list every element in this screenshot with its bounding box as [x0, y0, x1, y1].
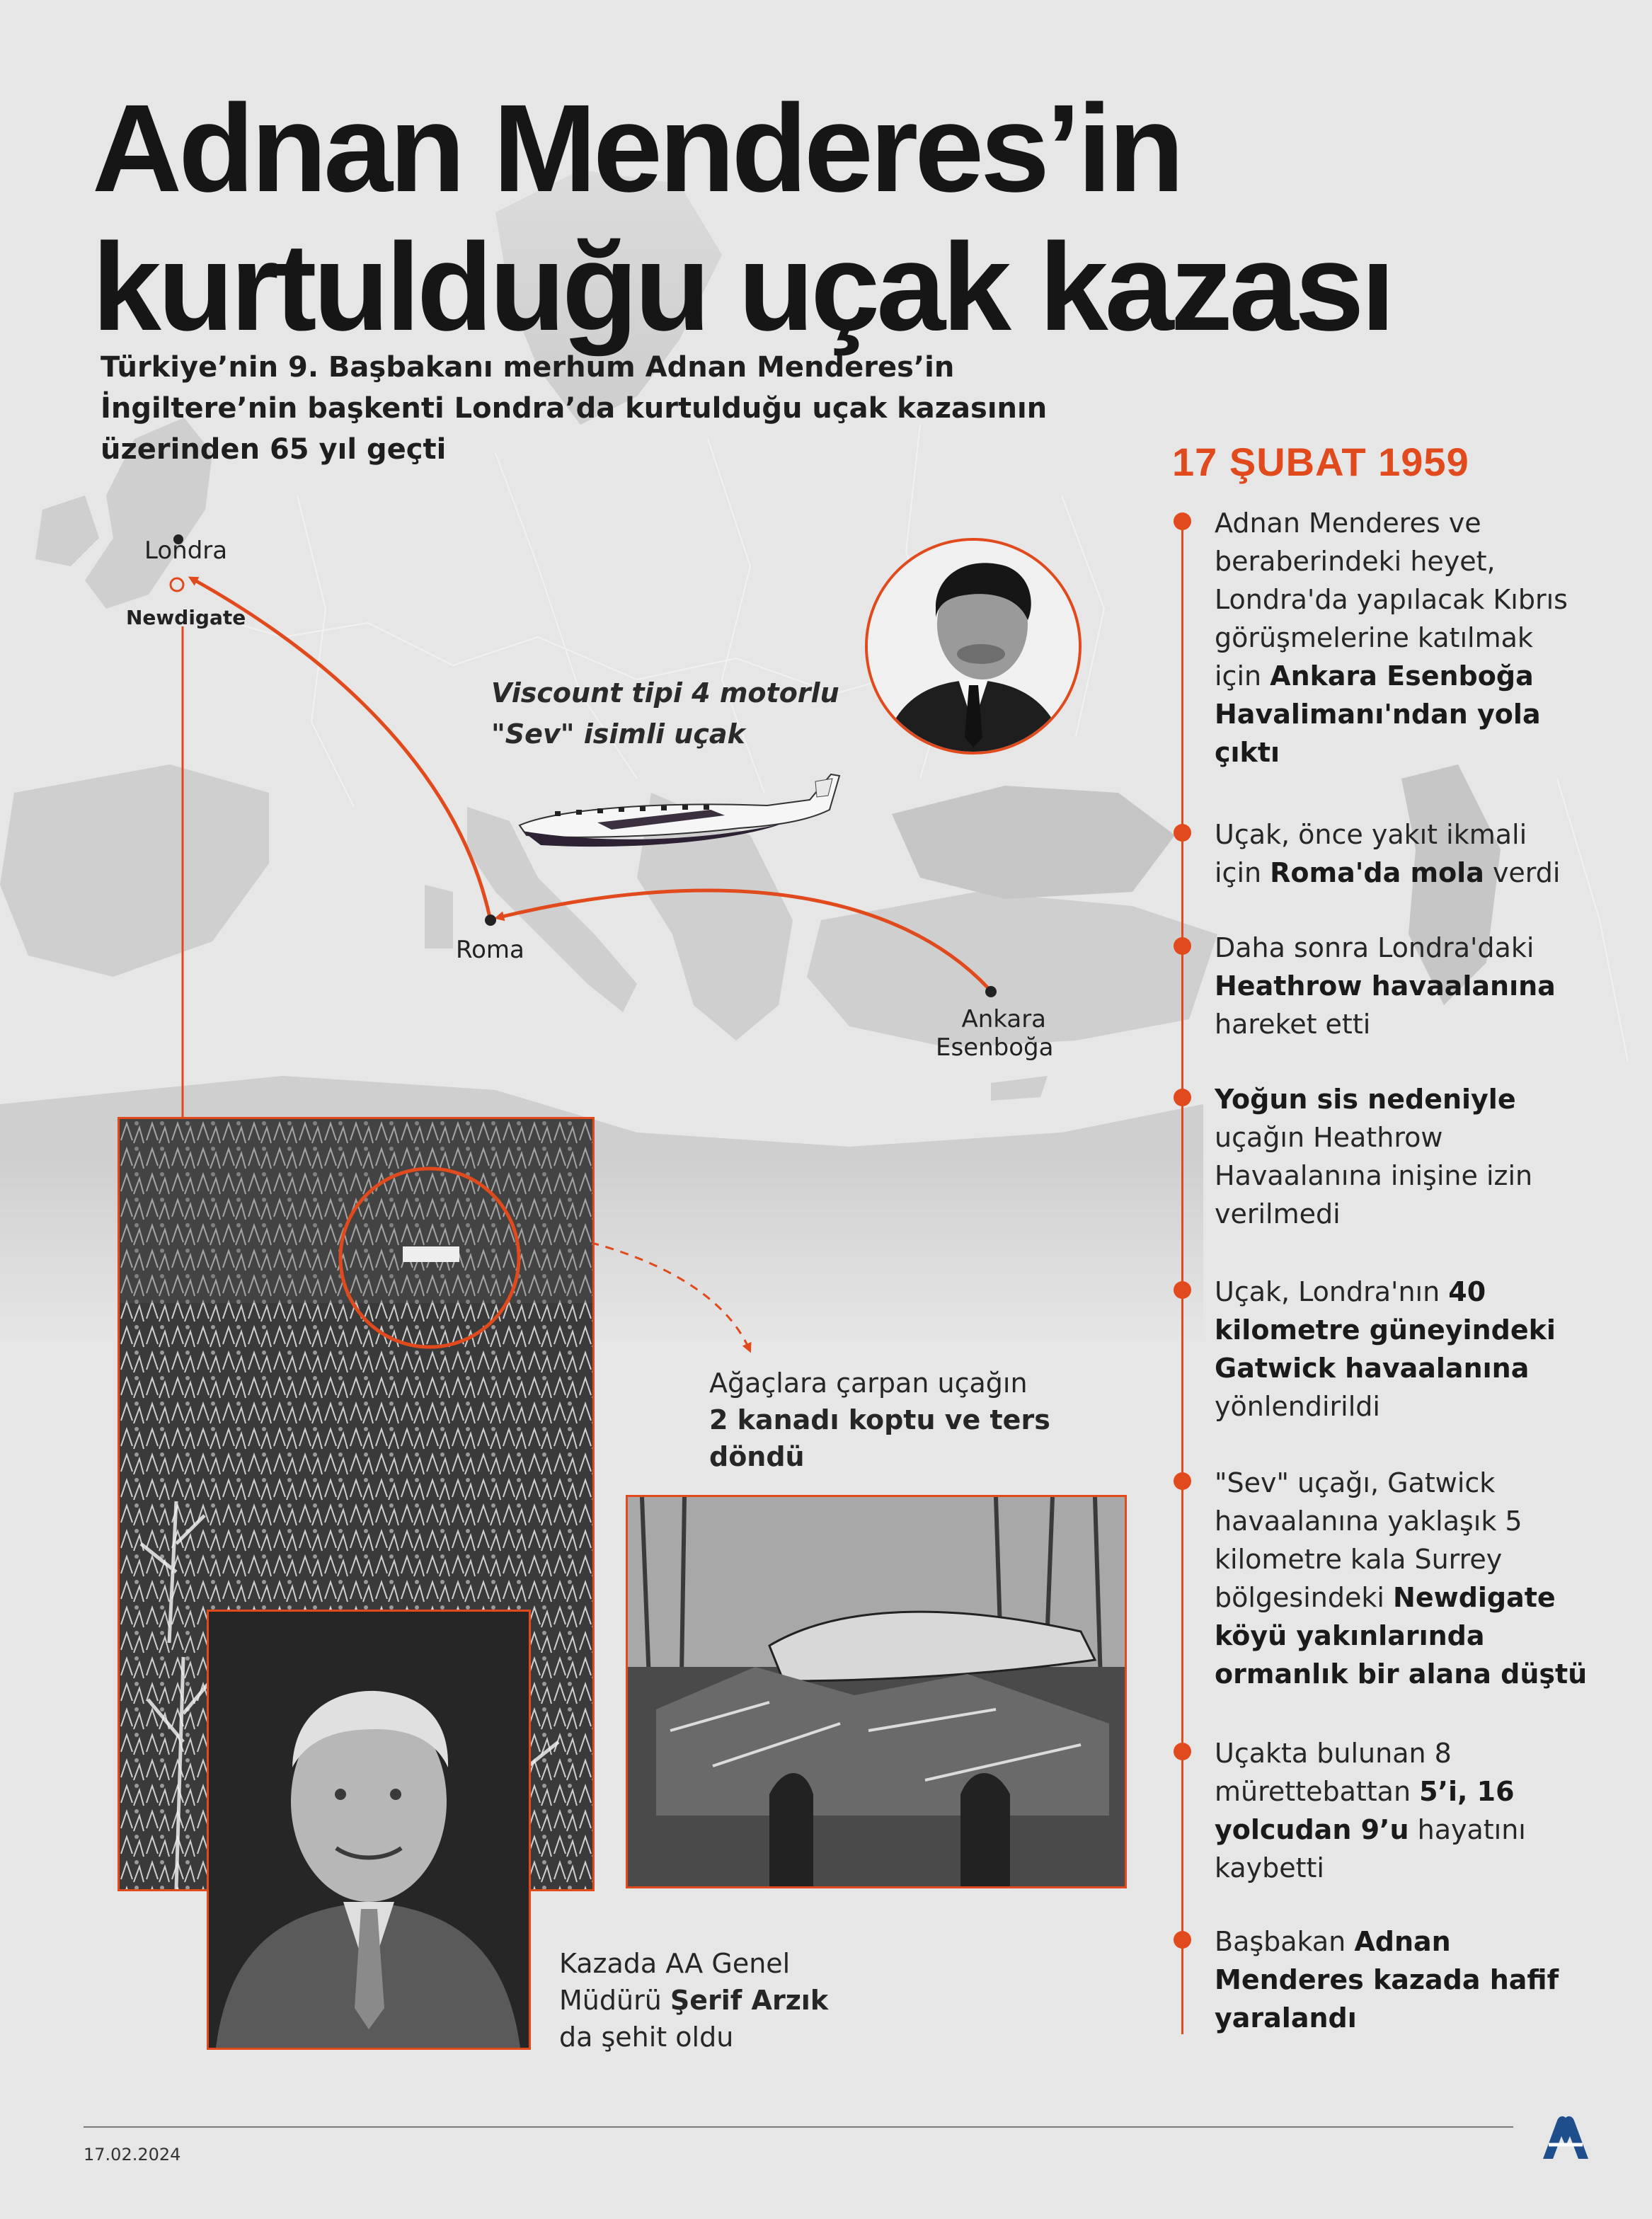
timeline-item-line: [1215, 542, 1611, 580]
timeline-item-line: [1215, 1005, 1611, 1043]
timeline-item-line: [1215, 1655, 1611, 1693]
arzik-caption-line-2-text: Müdürü: [559, 1985, 670, 2016]
timeline-item-text: kaybetti: [1215, 1852, 1324, 1883]
arzik-caption: [559, 1945, 828, 2055]
timeline-line: [1181, 521, 1183, 2034]
timeline-item-bold-text: kilometre güneyindeki: [1215, 1314, 1556, 1346]
timeline-item-line: [1215, 1922, 1611, 1961]
sherif-arzik-portrait-image: [209, 1612, 529, 2048]
timeline-item-text: hayatını: [1409, 1814, 1526, 1845]
timeline-item-bold-text: Havalimanı'ndan yola: [1215, 699, 1541, 730]
timeline-item-text: Adnan Menderes ve: [1215, 508, 1481, 539]
timeline-item-bold-text: Newdigate: [1393, 1582, 1556, 1613]
viscount-plane-image: [512, 760, 845, 852]
timeline-item-line: [1215, 1999, 1611, 2037]
sherif-arzik-portrait: [207, 1610, 531, 2050]
timeline-item-bold-text: Adnan: [1354, 1926, 1451, 1957]
timeline-item-line: [1215, 1349, 1611, 1387]
title-line-1: Adnan Menderes’in: [92, 79, 1181, 218]
timeline-item-text: Uçak, önce yakıt ikmali: [1215, 819, 1527, 850]
timeline-item-line: [1215, 657, 1611, 695]
timeline-item-line: [1215, 504, 1611, 542]
plane-caption: [491, 672, 839, 755]
city-label-roma: Roma: [456, 936, 524, 964]
timeline-item-text: görüşmelerine katılmak: [1215, 622, 1533, 653]
city-label-ankara-line-1: Ankara: [961, 1005, 1047, 1033]
timeline-dot: [1174, 1743, 1191, 1760]
menderes-portrait: [865, 538, 1082, 755]
timeline-item-line: [1215, 1849, 1611, 1887]
arzik-caption-name: Şerif Arzık: [670, 1985, 829, 2016]
crash-caption-line-2: 2 kanadı koptu ve ters: [709, 1404, 1050, 1435]
route-roma-london: [193, 579, 490, 917]
subtitle-line-3: üzerinden 65 yıl geçti: [101, 433, 447, 466]
timeline-item-text: verdi: [1484, 857, 1561, 888]
subtitle-line-2: İngiltere’nin başkenti Londra’da kurtulduğu uçak kazasının: [101, 392, 1048, 425]
timeline-item-line: [1215, 929, 1611, 967]
timeline-item-line: [1215, 1540, 1611, 1578]
timeline-item-line: [1215, 1118, 1611, 1157]
timeline-item-text: verilmedi: [1215, 1198, 1341, 1229]
timeline-dot: [1174, 937, 1191, 955]
timeline-item-line: [1215, 1387, 1611, 1426]
timeline-item: [1215, 1734, 1611, 1887]
timeline-item-text: beraberindeki heyet,: [1215, 546, 1496, 577]
timeline-item: [1215, 1922, 1611, 2037]
timeline-item-text: için: [1215, 660, 1270, 692]
city-label-london: Londra: [144, 537, 228, 565]
timeline-item-text: hareket etti: [1215, 1009, 1371, 1040]
timeline-item-text: yönlendirildi: [1215, 1391, 1380, 1422]
timeline-item-line: [1215, 1578, 1611, 1617]
timeline-item-text: kilometre kala Surrey: [1215, 1544, 1503, 1575]
newdigate-marker: [171, 578, 183, 591]
timeline-item: [1215, 929, 1611, 1043]
timeline-dot: [1174, 1089, 1191, 1106]
timeline-item: [1215, 1080, 1611, 1233]
timeline-item-bold-text: yolcudan 9’u: [1215, 1814, 1409, 1845]
timeline-item: [1215, 504, 1611, 772]
timeline-item-bold-text: Roma'da mola: [1270, 857, 1484, 888]
arzik-caption-line-1: Kazada AA Genel: [559, 1948, 791, 1979]
footer-divider: [84, 2126, 1513, 2128]
route-ankara-roma: [499, 890, 990, 990]
ankara-marker: [985, 986, 997, 997]
footer-date: 17.02.2024: [84, 2145, 181, 2164]
timeline-item-line: [1215, 1772, 1611, 1811]
timeline-item-line: [1215, 854, 1611, 892]
crash-caption: [709, 1365, 1050, 1475]
timeline-item-line: [1215, 619, 1611, 657]
menderes-portrait-image: [868, 541, 1079, 752]
timeline-item: [1215, 1464, 1611, 1693]
timeline-item-line: [1215, 1157, 1611, 1195]
timeline-item-text: "Sev" uçağı, Gatwick: [1215, 1467, 1496, 1498]
timeline-item-text: havaalanına yaklaşık 5: [1215, 1506, 1522, 1537]
timeline-item-line: [1215, 815, 1611, 854]
timeline-item-line: [1215, 1080, 1611, 1118]
timeline-item-text: Uçak, Londra'nın: [1215, 1276, 1449, 1307]
arzik-caption-line-3: da şehit oldu: [559, 2022, 734, 2053]
timeline-item-line: [1215, 1502, 1611, 1540]
crash-caption-line-3: döndü: [709, 1441, 805, 1472]
timeline-item-text: Uçakta bulunan 8: [1215, 1738, 1452, 1769]
plane-caption-line-2: "Sev" isimli uçak: [491, 718, 745, 750]
subtitle-line-1: Türkiye’nin 9. Başbakanı merhum Adnan Menderes’in: [101, 351, 955, 384]
timeline-item-line: [1215, 1961, 1611, 1999]
timeline-item-bold-text: köyü yakınlarında: [1215, 1620, 1485, 1651]
timeline-item-line: [1215, 1311, 1611, 1349]
timeline-item-text: Londra'da yapılacak Kıbrıs: [1215, 584, 1568, 615]
timeline-dot: [1174, 1281, 1191, 1299]
timeline-item-bold-text: Heathrow havaalanına: [1215, 970, 1556, 1002]
timeline-item-bold-text: ormanlık bir alana düştü: [1215, 1658, 1588, 1690]
timeline-item: [1215, 1273, 1611, 1426]
timeline-item-line: [1215, 1464, 1611, 1502]
timeline-item-bold-text: 40: [1448, 1276, 1486, 1307]
timeline-item-bold-text: Ankara Esenboğa: [1270, 660, 1534, 692]
timeline-dot: [1174, 1472, 1191, 1490]
roma-marker: [485, 914, 496, 926]
city-label-ankara: [936, 1005, 1054, 1062]
timeline-item-line: [1215, 695, 1611, 733]
timeline-item-text: mürettebattan: [1215, 1776, 1420, 1807]
title-line-2: kurtulduğu uçak kazası: [92, 218, 1392, 357]
city-label-ankara-line-2: Esenboğa: [936, 1033, 1054, 1062]
crash-caption-line-1: Ağaçlara çarpan uçağın: [709, 1367, 1028, 1399]
timeline-dot: [1174, 1931, 1191, 1949]
plane-caption-line-1: Viscount tipi 4 motorlu: [491, 677, 839, 709]
timeline-item-line: [1215, 1273, 1611, 1311]
timeline-item-line: [1215, 733, 1611, 772]
timeline-item-line: [1215, 1811, 1611, 1849]
timeline-item-line: [1215, 1617, 1611, 1655]
timeline-date: 17 ŞUBAT 1959: [1172, 440, 1469, 484]
timeline-item-bold-text: çıktı: [1215, 737, 1280, 768]
timeline-item-bold-text: Yoğun sis nedeniyle: [1215, 1084, 1516, 1115]
timeline-item-text: Başbakan: [1215, 1926, 1355, 1957]
timeline-item-bold-text: Menderes kazada hafif: [1215, 1964, 1559, 1995]
timeline-item-text: uçağın Heathrow: [1215, 1122, 1443, 1153]
timeline-item-text: Havaalanına inişine izin: [1215, 1160, 1533, 1191]
timeline-item-bold-text: Gatwick havaalanına: [1215, 1353, 1530, 1384]
timeline-item: [1215, 815, 1611, 892]
wreckage-photo-image: [628, 1497, 1125, 1886]
timeline-item-bold-text: yaralandı: [1215, 2002, 1357, 2034]
timeline-item-line: [1215, 967, 1611, 1005]
timeline-dot: [1174, 824, 1191, 842]
city-label-newdigate: Newdigate: [126, 606, 246, 629]
timeline-item-line: [1215, 1195, 1611, 1233]
timeline-item-line: [1215, 1734, 1611, 1772]
timeline-dot: [1174, 512, 1191, 530]
arzik-caption-line-2: [559, 1982, 828, 2019]
timeline-item-text: Daha sonra Londra'daki: [1215, 932, 1535, 963]
wreckage-photo: [626, 1495, 1127, 1888]
timeline-item-text: bölgesindeki: [1215, 1582, 1394, 1613]
timeline-item-line: [1215, 580, 1611, 619]
timeline-item-text: için: [1215, 857, 1270, 888]
timeline-item-bold-text: 5’i, 16: [1419, 1776, 1515, 1807]
aa-logo-icon: [1537, 2108, 1594, 2164]
